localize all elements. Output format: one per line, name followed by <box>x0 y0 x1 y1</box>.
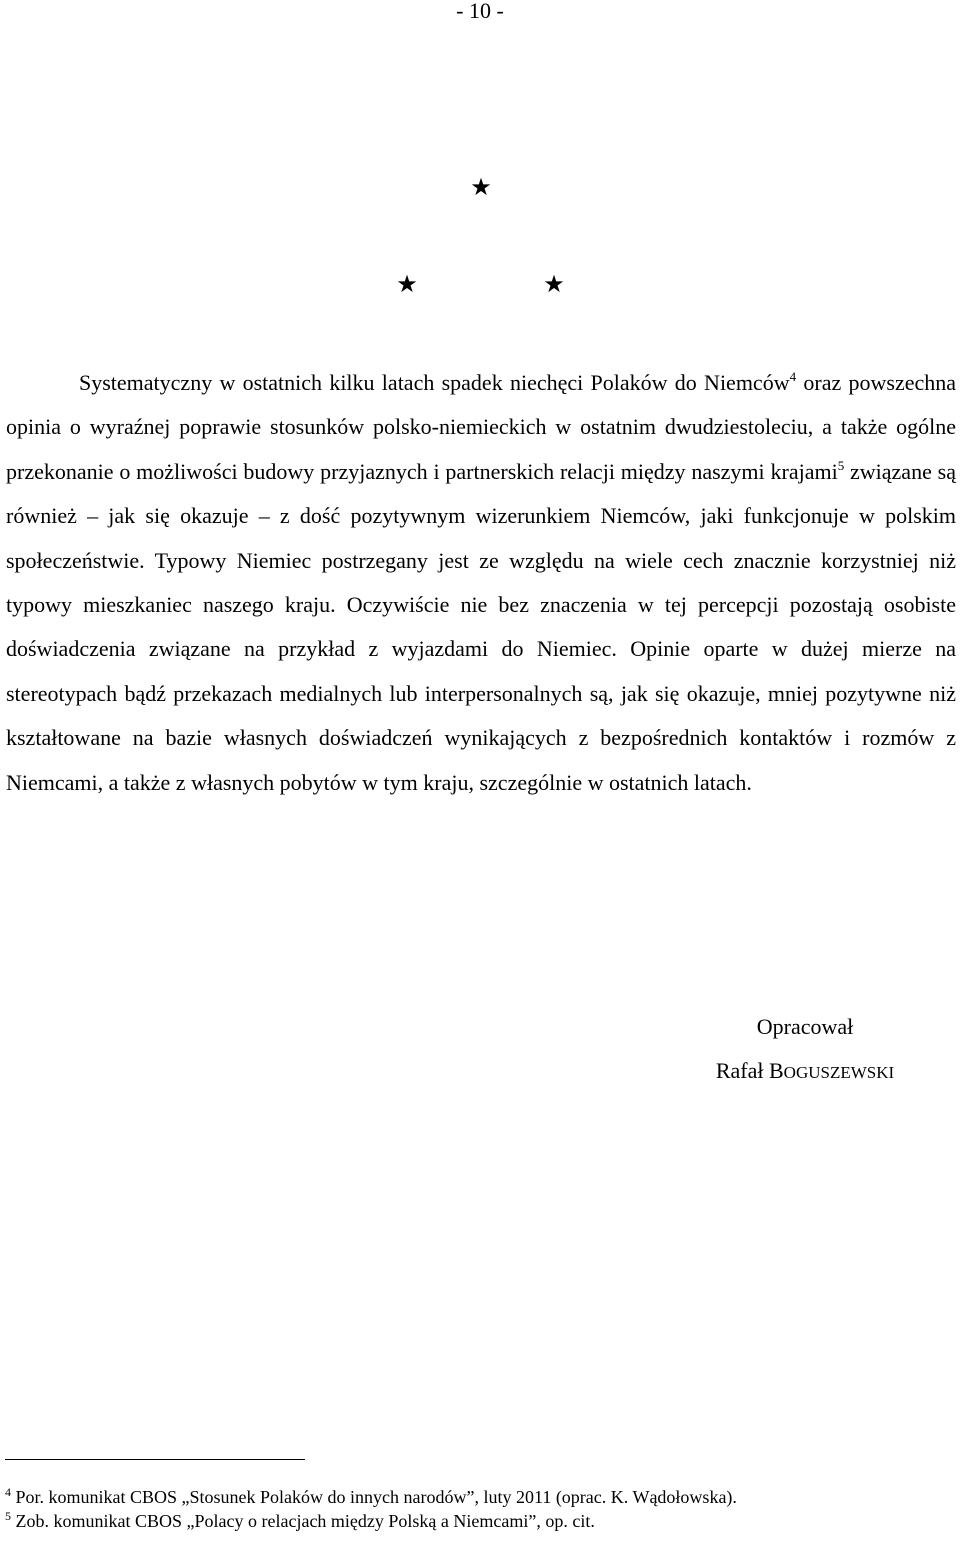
author-signature <box>600 1005 960 1095</box>
footnote-text: Por. komunikat CBOS „Stosunek Polaków do innych narodów”, luty 2011 (oprac. K. Wądołowska). <box>11 1487 737 1507</box>
author-name <box>600 1049 960 1095</box>
footnote-ref-4: 4 <box>789 369 797 384</box>
footnote-4 <box>5 1485 955 1509</box>
star-icon: ★ <box>470 175 492 201</box>
page-number: - 10 - <box>456 0 504 23</box>
footnote-5 <box>5 1509 955 1533</box>
footnotes <box>5 1485 955 1533</box>
footnote-ref-5: 5 <box>837 457 845 473</box>
author-surname-initial: B <box>768 1058 784 1083</box>
signature-label: Opracował <box>756 1014 854 1039</box>
footnote-separator <box>5 1459 305 1460</box>
footnote-text: Zob. komunikat CBOS „Polacy o relacjach między Polską a Niemcami”, op. cit. <box>11 1511 595 1531</box>
body-paragraph <box>6 361 956 805</box>
author-surname-rest: OGUSZEWSKI <box>783 1063 895 1082</box>
paragraph-text: oraz powszechna opinia o wyraźnej poprawie stosunków polsko-niemieckich w ostatnim dwudziestoleciu, a także ogólne przekonanie o możliwości budowy przyjaznych i partnerskich relacji między naszymi krajami <box>6 370 956 484</box>
paragraph-text: związane są również – jak się okazuje – z dość pozytywnym wizerunkiem Niemców, jaki funkcjonuje w polskim społeczeństwie. Typowy Niemiec postrzegany jest ze względu na wiele cech znacznie korzystniej niż typowy mieszkaniec naszego kraju. Oczywiście nie bez znaczenia w tej percepcji pozostają osobiste doświadczenia związane na przykład z wyjazdami do Niemiec. Opinie oparte w dużej mierze na stereotypach bądź przekazach medialnych lub interpersonalnych są, jak się okazuje, mniej pozytywne niż kształtowane na bazie własnych doświadczeń wynikających z bezpośrednich kontaktów i rozmów z Niemcami, a także z własnych pobytów w tym kraju, szczególnie w ostatnich latach. <box>6 458 956 795</box>
star-icon: ★ <box>396 272 418 298</box>
footnote-number: 4 <box>5 1485 11 1499</box>
author-first-name: Rafał <box>715 1058 769 1083</box>
star-icon: ★ <box>543 272 565 298</box>
footnote-number: 5 <box>5 1509 11 1523</box>
paragraph-text: Systematyczny w ostatnich kilku latach spadek niechęci Polaków do Niemców <box>79 370 790 395</box>
